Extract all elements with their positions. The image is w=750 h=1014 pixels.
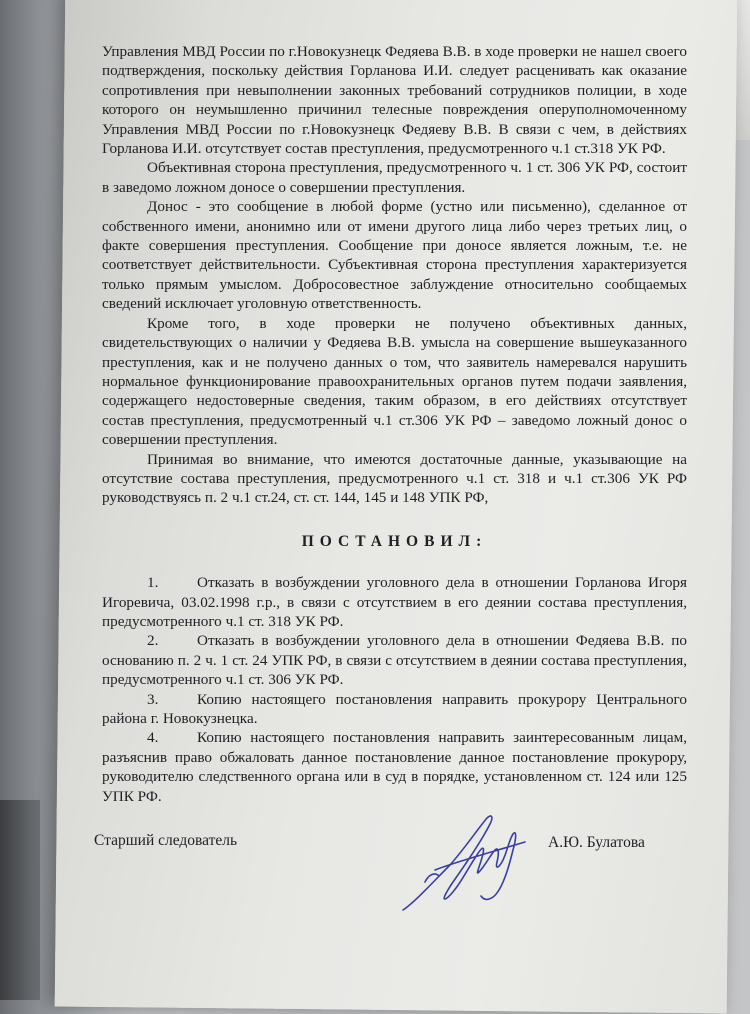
paragraph-2: Объективная сторона преступления, предусмотренного ч. 1 ст. 306 УК РФ, состоит в заведомо ложном доносе о совершении преступления. bbox=[102, 159, 687, 196]
item-text: Копию настоящего постановления направить заинтересованным лицам, разъяснив право обжаловать данное постановление данное постановление прокурору, руководителю следственного органа или в суд в порядке, установленном ст. 124 или 125 УПК РФ. bbox=[102, 729, 687, 805]
item-text: Копию настоящего постановления направить прокурору Центрального района г. Новокузнецка. bbox=[102, 690, 687, 727]
item-text: Отказать в возбуждении уголовного дела в отношении Федяева В.В. по основанию п. 2 ч. 1 ст. 24 УПК РФ, в связи с отсутствием в деянии состава преступления, предусмотренного ч.1 ст. 306 УК РФ. bbox=[102, 632, 687, 689]
document-body bbox=[102, 42, 687, 806]
paragraph-4: Кроме того, в ходе проверки не получено объективных данных, свидетельствующих о наличии у Федяева В.В. умысла на совершение вышеуказанного преступления, как и не получено данных о том, что заявитель намеревался нарушить нормальное функционирование правоохранительных органов путем подачи заявления, содержащего недостоверные сведения, таким образом, в его действиях отсутствует состав преступления, предусмотренный ч.1 ст.306 УК РФ – заведомо ложный донос о совершении преступления. bbox=[102, 314, 687, 449]
signer-position: Старший следователь bbox=[94, 832, 238, 849]
handwritten-signature bbox=[395, 810, 545, 920]
item-number: 3. bbox=[147, 690, 159, 708]
decision-item-3 bbox=[102, 690, 687, 729]
item-number: 2. bbox=[147, 632, 159, 650]
decision-item-2 bbox=[102, 631, 687, 689]
decision-title: ПОСТАНОВИЛ: bbox=[301, 532, 488, 550]
paragraph-3: Донос - это сообщение в любой форме (устно или письменно), сделанное от собственного имени, анонимно или от имени другого лица либо через третьих лиц, о факте совершения преступления. Сообщение при доносе является ложным, т.е. не соответствует действительности. Субъективная сторона преступления характеризуется только прямым умыслом. Добросовестное заблуждение относительно сообщаемых сведений исключает уголовную ответственность. bbox=[102, 198, 687, 313]
item-text: Отказать в возбуждении уголовного дела в отношении Горланова Игоря Игоревича, 03.02.1998 г.р., в связи с отсутствием в его деянии состава преступления, предусмотренного ч.1 ст. 318 УК РФ. bbox=[102, 574, 687, 630]
decision-item-4 bbox=[102, 728, 687, 806]
decision-item-1 bbox=[102, 573, 687, 631]
desk-shadow bbox=[0, 800, 40, 1000]
paragraph-1: Управления МВД России по г.Новокузнецк Федяева В.В. в ходе проверки не нашел своего подтверждения, поскольку действия Горланова И.И. следует расценивать как оказание сопротивления при невыполнении законных требований сотрудников полиции, в ходе которого он неумышленно причинил телесные повреждения оперуполномоченному Управления МВД России по г.Новокузнецк Федяеву В.В. В связи с чем, в действиях Горланова И.И. отсутствует состав преступления, предусмотренного ч.1 ст.318 УК РФ. bbox=[102, 43, 687, 158]
signer-name: А.Ю. Булатова bbox=[548, 834, 645, 851]
item-number: 1. bbox=[147, 574, 159, 592]
item-number: 4. bbox=[147, 729, 159, 747]
paragraph-5: Принимая во внимание, что имеются достаточные данные, указывающие на отсутствие состава преступления, предусмотренного ч.1 ст. 318 и ч.1 ст.306 УК РФ руководствуясь п. 2 ч.1 ст.24, ст. ст. 144, 145 и 148 УПК РФ, bbox=[102, 450, 687, 507]
